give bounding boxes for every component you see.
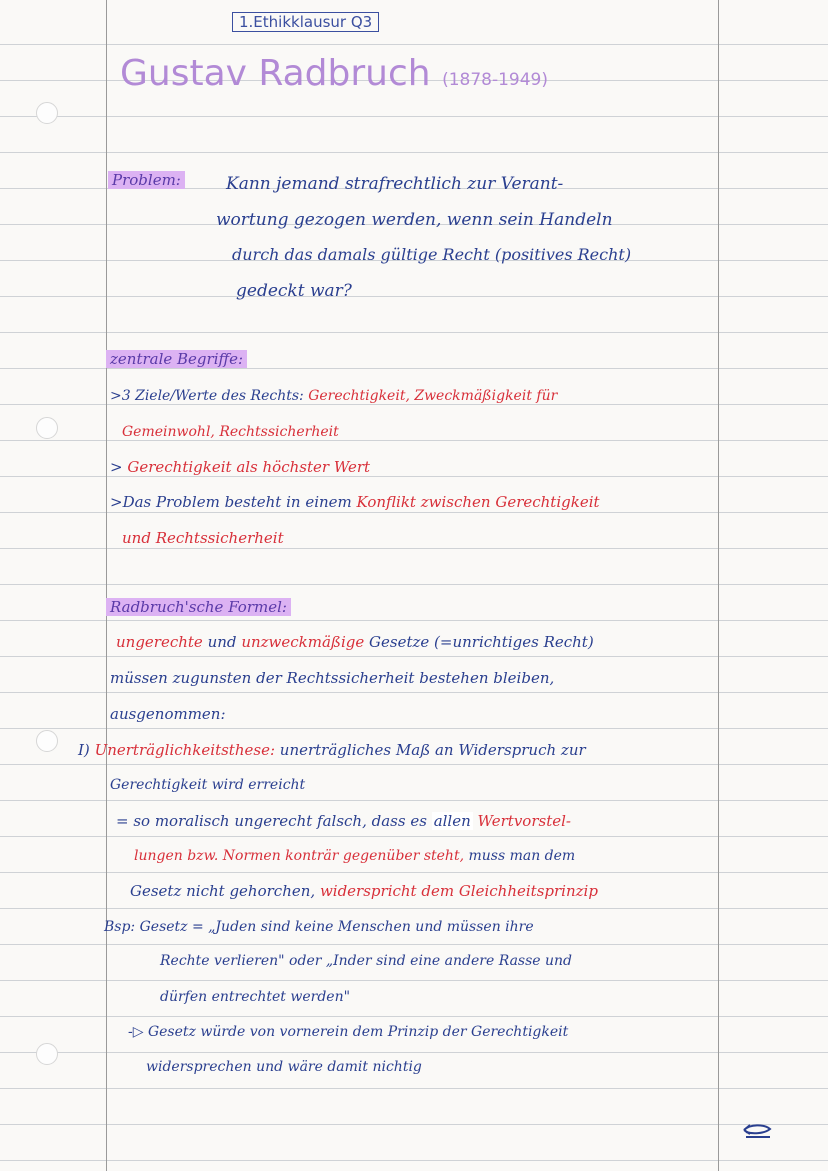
- example-l3: dürfen entrechtet werden": [160, 989, 351, 1005]
- thesis-l5-red: widerspricht dem Gleichheitsprinzip: [319, 882, 598, 900]
- formula-l3: ausgenommen:: [110, 705, 226, 723]
- problem-label-line: [108, 170, 185, 190]
- concepts-line: [110, 386, 557, 406]
- thesis-num: I): [78, 741, 90, 759]
- example-l2: Rechte verlieren" oder „Inder sind eine andere Rasse und: [160, 953, 573, 969]
- example-label: Bsp:: [104, 919, 136, 935]
- concepts-label: zentrale Begriffe:: [106, 350, 247, 368]
- thesis-l2: Gerechtigkeit wird erreicht: [110, 777, 306, 793]
- example-l1: Gesetz = „Juden sind keine Menschen und müssen ihre: [139, 919, 534, 935]
- header-label: 1.Ethikklausur Q3: [232, 12, 379, 32]
- concepts-l1-prefix: >3 Ziele/Werte des Rechts:: [110, 388, 304, 404]
- punch-hole: [36, 730, 58, 752]
- concepts-line: [110, 492, 600, 512]
- thesis-l3-hl: allen: [433, 812, 471, 830]
- problem-line: durch das damals gültige Recht (positives Recht): [232, 245, 632, 264]
- title-years: (1878-1949): [442, 70, 548, 90]
- conclusion-l1: -▷ Gesetz würde von vornerein dem Prinzip der Gerechtigkeit: [128, 1024, 569, 1040]
- header-label-box: [232, 12, 379, 32]
- thesis-line: [134, 846, 575, 866]
- concepts-l4-red: Konflikt zwischen Gerechtigkeit: [356, 493, 600, 511]
- thesis-l3-red: Wertvorstel-: [477, 812, 571, 830]
- concepts-label-line: [106, 349, 247, 369]
- problem-label: Problem:: [108, 171, 185, 189]
- formula-line: [116, 632, 594, 652]
- problem-line: Kann jemand strafrechtlich zur Verant-: [226, 174, 564, 194]
- page-title: [120, 52, 548, 102]
- punch-hole: [36, 417, 58, 439]
- thesis-l1-rest: unerträgliches Maß an Widerspruch zur: [279, 741, 586, 759]
- thesis-l3-blue: = so moralisch ungerecht falsch, dass es: [116, 812, 427, 830]
- concepts-l3-prefix: >: [110, 458, 123, 476]
- problem-line: gedeckt war?: [236, 281, 352, 301]
- concepts-l4-prefix: >Das Problem besteht in einem: [110, 493, 352, 511]
- problem-line: wortung gezogen werden, wenn sein Handeln: [216, 210, 613, 230]
- conclusion-l2: widersprechen und wäre damit nichtig: [146, 1059, 422, 1075]
- thesis-label: Unerträglichkeitsthese:: [94, 741, 275, 759]
- formula-label: Radbruch'sche Formel:: [106, 598, 291, 616]
- formula-l1-rest: Gesetze (=unrichtiges Recht): [369, 633, 594, 651]
- formula-label-line: [106, 597, 291, 617]
- thesis-line: [78, 740, 586, 760]
- punch-hole: [36, 102, 58, 124]
- thesis-l4-red: lungen bzw. Normen konträr gegenüber steht,: [134, 848, 465, 864]
- thesis-l4-blue: muss man dem: [468, 848, 576, 864]
- right-margin-line: [718, 0, 719, 1171]
- thesis-line: [130, 881, 598, 901]
- formula-l1-red2: unzweckmäßige: [241, 633, 365, 651]
- back-arrow-icon[interactable]: [740, 1120, 774, 1140]
- thesis-line: [116, 811, 571, 831]
- concepts-l1-red: Gerechtigkeit, Zweckmäßigkeit für: [308, 388, 558, 404]
- concepts-l5: und Rechtssicherheit: [122, 529, 284, 547]
- formula-l1-red1: ungerechte: [116, 633, 203, 651]
- title-name: Gustav Radbruch: [120, 53, 431, 94]
- punch-hole: [36, 1043, 58, 1065]
- example-line: [104, 917, 534, 937]
- left-margin-line: [106, 0, 107, 1171]
- formula-l2: müssen zugunsten der Rechtssicherheit bestehen bleiben,: [110, 669, 555, 687]
- concepts-l3-red: Gerechtigkeit als höchster Wert: [127, 458, 371, 476]
- thesis-l5-blue: Gesetz nicht gehorchen,: [130, 882, 316, 900]
- concepts-line: [110, 457, 370, 477]
- formula-l1-blue: und: [207, 633, 237, 651]
- concepts-l2: Gemeinwohl, Rechtssicherheit: [122, 424, 339, 440]
